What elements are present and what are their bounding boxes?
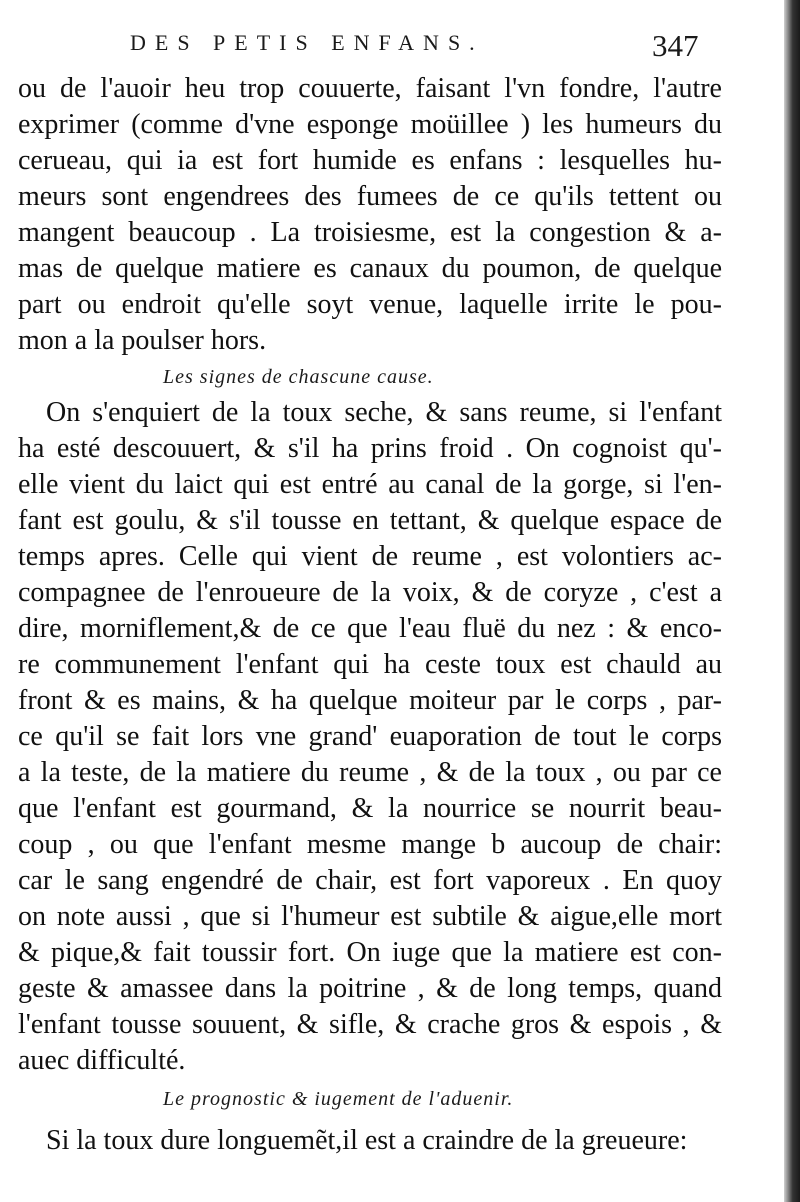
text-line: auec difficulté. <box>18 1045 186 1076</box>
text-line: exprimer (comme d'vne esponge moüillee ) les humeurs du <box>18 109 722 140</box>
text-line: que l'enfant est gourmand, & la nourrice se nourrit beau- <box>18 793 722 824</box>
text-line: ha esté descouuert, & s'il ha prins froid . On cognoist qu'- <box>18 433 722 464</box>
text-line: Si la toux dure longuemẽt,il est a craindre de la greueure: <box>46 1125 688 1156</box>
paragraph-signs <box>18 395 722 1079</box>
text-line: geste & amassee dans la poitrine , & de long temps, quand <box>18 973 722 1004</box>
subheading-signs: Les signes de chascune cause. <box>163 366 434 388</box>
paragraph-causes <box>18 71 722 359</box>
text-line: car le sang engendré de chair, est fort vaporeux . En quoy <box>18 865 722 896</box>
text-line: On s'enquiert de la toux seche, & sans reume, si l'enfant <box>46 397 722 428</box>
body-text <box>18 71 722 1159</box>
text-line: part ou endroit qu'elle soyt venue, laquelle irrite le pou- <box>18 289 722 320</box>
text-line: fant est goulu, & s'il tousse en tettant, & quelque espace de <box>18 505 722 536</box>
page-number: 347 <box>652 28 699 63</box>
paragraph-prognostic <box>18 1123 722 1159</box>
text-line: coup , ou que l'enfant mesme mange b aucoup de chair: <box>18 829 722 860</box>
text-line: cerueau, qui ia est fort humide es enfans : lesquelles hu- <box>18 145 722 176</box>
text-line: l'enfant tousse souuent, & sifle, & crache gros & espois , & <box>18 1009 722 1040</box>
text-line: & pique,& fait toussir fort. On iuge que la matiere est con- <box>18 937 722 968</box>
text-line: a la teste, de la matiere du reume , & de la toux , ou par ce <box>18 757 722 788</box>
text-line: dire, morniflement,& de ce que l'eau fluë du nez : & enco- <box>18 613 722 644</box>
text-line: elle vient du laict qui est entré au canal de la gorge, si l'en- <box>18 469 722 500</box>
text-line: on note aussi , que si l'humeur est subtile & aigue,elle mort <box>18 901 722 932</box>
text-line: mangent beaucoup . La troisiesme, est la congestion & a- <box>18 217 722 248</box>
text-line: compagnee de l'enroueure de la voix, & de coryze , c'est a <box>18 577 722 608</box>
text-line: front & es mains, & ha quelque moiteur par le corps , par- <box>18 685 722 716</box>
text-line: mas de quelque matiere es canaux du poumon, de quelque <box>18 253 722 284</box>
running-head: DES PETIS ENFANS. <box>130 30 484 55</box>
text-line: temps apres. Celle qui vient de reume , est volontiers ac- <box>18 541 722 572</box>
text-line: meurs sont engendrees des fumees de ce qu'ils tettent ou <box>18 181 722 212</box>
text-line: mon a la poulser hors. <box>18 325 267 356</box>
text-line: re communement l'enfant qui ha ceste toux est chauld au <box>18 649 722 680</box>
text-line: ce qu'il se fait lors vne grand' euaporation de tout le corps <box>18 721 722 752</box>
page-edge-shadow <box>784 0 800 1202</box>
text-line: ou de l'auoir heu trop couuerte, faisant l'vn fondre, l'autre <box>18 73 722 104</box>
subheading-prognostic: Le prognostic & iugement de l'aduenir. <box>163 1088 514 1110</box>
